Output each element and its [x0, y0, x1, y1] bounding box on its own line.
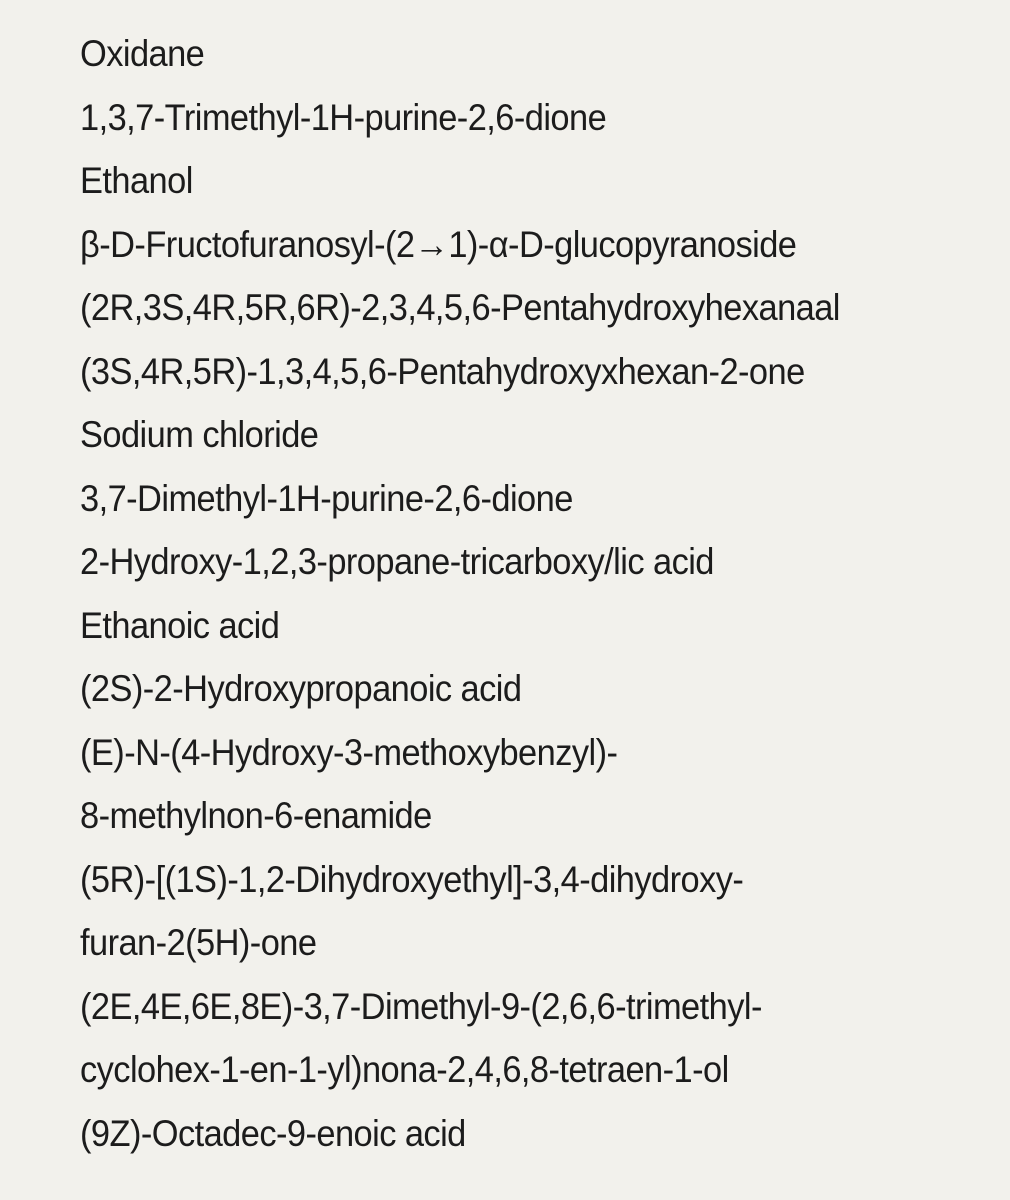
- text-line: Sodium chloride: [80, 414, 319, 455]
- text-line: (3S,4R,5R)-1,3,4,5,6-Pentahydroxyxhexan-2-one: [80, 350, 805, 392]
- text-line: Oxidane: [80, 33, 205, 74]
- text-line: (2R,3S,4R,5R,6R)-2,3,4,5,6-Pentahydroxyhexanaal: [80, 287, 840, 328]
- text-line: 3,7-Dimethyl-1H-purine-2,6-dione: [80, 477, 573, 519]
- text-line: β-D-Fructofuranosyl-(2→1)-α-D-glucopyranoside: [80, 223, 797, 265]
- text-line: Ethanol: [80, 160, 193, 201]
- text-line: furan-2(5H)-one: [80, 922, 317, 963]
- text-line: cyclohex-1-en-1-yl)nona-2,4,6,8-tetraen-1-ol: [80, 1049, 729, 1090]
- text-line: (5R)-[(1S)-1,2-Dihydroxyethyl]-3,4-dihydroxy-: [80, 858, 744, 900]
- text-line: (2S)-2-Hydroxypropanoic acid: [80, 668, 522, 709]
- text-line: 8-methylnon-6-enamide: [80, 795, 432, 836]
- chemical-name-list: [80, 22, 980, 1165]
- text-line: 2-Hydroxy-1,2,3-propane-tricarboxy/lic acid: [80, 541, 714, 582]
- text-line: Ethanoic acid: [80, 604, 280, 646]
- text-line: (9Z)-Octadec-9-enoic acid: [80, 1112, 466, 1154]
- text-line: (E)-N-(4-Hydroxy-3-methoxybenzyl)-: [80, 731, 618, 773]
- text-line: 1,3,7-Trimethyl-1H-purine-2,6-dione: [80, 96, 607, 138]
- text-line: (2E,4E,6E,8E)-3,7-Dimethyl-9-(2,6,6-trimethyl-: [80, 985, 762, 1027]
